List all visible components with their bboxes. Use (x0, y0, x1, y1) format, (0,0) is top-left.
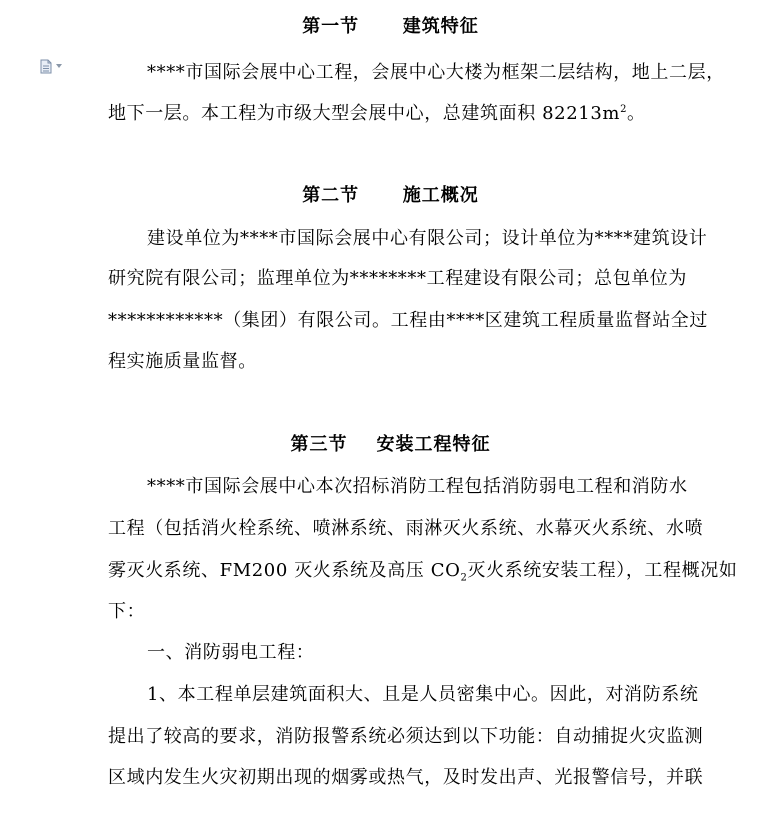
section-2-line-3: ************（集团）有限公司。工程由****区建筑工程质量监督站全过 (108, 310, 708, 331)
section-3-line-3-b: 灭火系统安装工程），工程概况如 (467, 560, 738, 581)
section-1-line-1: ****市国际会展中心工程，会展中心大楼为框架二层结构，地上二层， (147, 62, 725, 83)
section-3-line-4: 下： (108, 601, 146, 622)
area-unit-exponent: 2 (620, 104, 628, 115)
area-tail: 。 (627, 103, 646, 124)
para-line-3: 区域内发生火灾初期出现的烟雾或热气，及时发出声、光报警信号，并联 (108, 767, 704, 788)
para-line-1: 1、本工程单层建筑面积大、且是人员密集中心。因此，对消防系统 (147, 684, 699, 705)
dropdown-arrow-icon (56, 64, 62, 68)
section-2-line-2: 研究院有限公司；监理单位为********工程建设有限公司；总包单位为 (108, 268, 687, 289)
section-3-line-3-a: 雾灭火系统、FM200 灭火系统及高压 CO (108, 560, 461, 581)
section-3-line-2: 工程（包括消火栓系统、喷淋系统、雨淋灭火系统、水幕灭火系统、水喷 (108, 518, 704, 539)
para-line-2: 提出了较高的要求，消防报警系统必须达到以下功能：自动捕捉火灾监测 (108, 726, 704, 747)
section-2-title: 第二节 施工概况 (302, 185, 479, 206)
sub-heading-fire-weak-current: 一、消防弱电工程： (147, 642, 315, 663)
document-menu-button[interactable] (40, 58, 70, 74)
section-3-line-1: ****市国际会展中心本次招标消防工程包括消防弱电工程和消防水 (147, 476, 688, 497)
section-2-line-1: 建设单位为****市国际会展中心有限公司；设计单位为****建筑设计 (147, 228, 708, 249)
document-icon (40, 59, 52, 74)
section-1-line-2 (108, 99, 646, 125)
section-3-line-3 (108, 556, 737, 584)
section-1-line-2-text: 地下一层。本工程为市级大型会展中心，总建筑面积 82213 (108, 103, 603, 124)
area-unit: m (602, 103, 621, 124)
section-3-title: 第三节 安装工程特征 (290, 434, 491, 455)
section-2-line-4: 程实施质量监督。 (108, 351, 257, 372)
section-1-title: 第一节 建筑特征 (302, 16, 479, 37)
co2-subscript: 2 (460, 572, 468, 584)
